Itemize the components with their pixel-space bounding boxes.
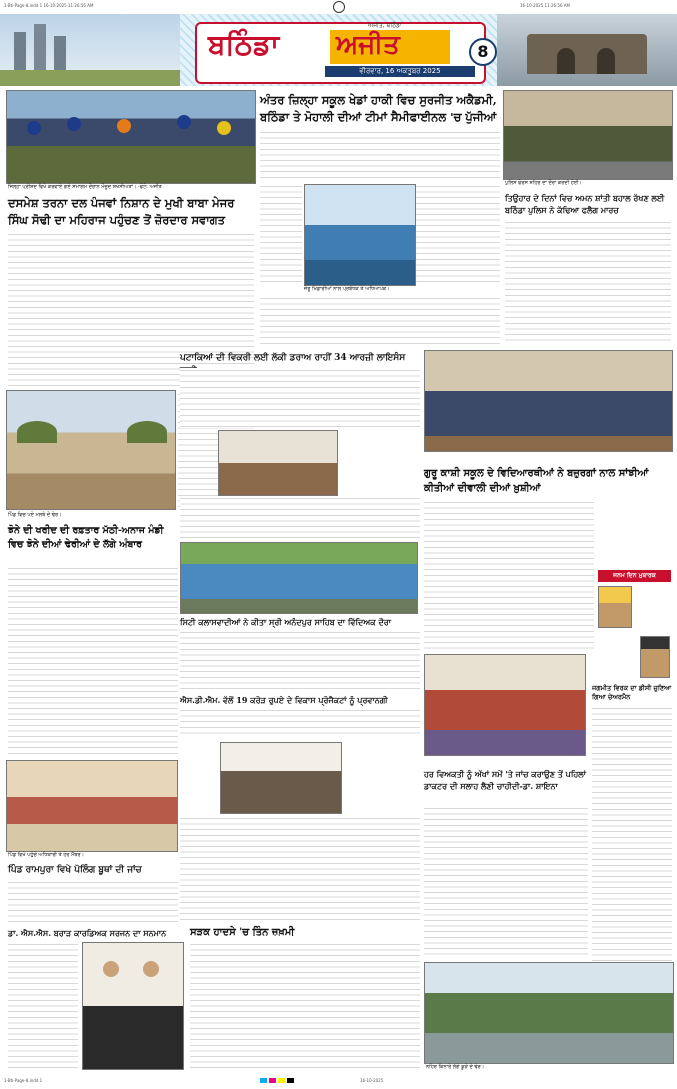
print-info-right: 16-10-2025 xyxy=(360,1078,384,1083)
bottom-print-strip xyxy=(0,1074,677,1089)
article-body xyxy=(180,496,420,540)
masthead-title-city: ਬਠਿੰਡਾ xyxy=(208,28,280,61)
photo-polling xyxy=(6,760,178,852)
article-body xyxy=(260,184,302,284)
photo-guru-kashi xyxy=(424,350,673,452)
photo-caption: ਪੁਲਿਸ ਫੋਰਸ ਸ਼ਹਿਰ ਦਾ ਦੌਰਾ ਕਰਦੀ ਹੋਈ। xyxy=(505,180,582,186)
photo-caption: ਜੇਤੂ ਖਿਡਾਰੀਆਂ ਨਾਲ ਪ੍ਰਬੰਧਕ ਤੇ ਅਧਿਆਪਕ। xyxy=(304,286,390,292)
article-body xyxy=(180,368,420,428)
photo-meeting xyxy=(218,430,338,496)
masthead-small-label: ਅਜੀਤ, ਬਠਿੰਡਾ xyxy=(368,22,402,29)
photo-garbage xyxy=(424,962,674,1064)
page-number: 8 xyxy=(469,38,497,66)
print-info-left: 1-Bti-Page-8.indd 1 xyxy=(4,1078,43,1083)
article-body xyxy=(260,296,500,344)
article-body xyxy=(8,942,78,1068)
photo-birthday-2 xyxy=(640,636,670,678)
article-body xyxy=(260,130,500,182)
photo-hockey-team xyxy=(304,184,416,286)
photo-flag-march xyxy=(503,90,673,180)
article-body xyxy=(416,184,500,284)
headline-crackers: ਪਟਾਕਿਆਂ ਦੀ ਵਿਕਰੀ ਲਈ ਲੱਕੀ ਡਰਾਅ ਰਾਹੀਂ 34 ਆਰਜ਼ੀ ਲਾਇਸੰਸ xyxy=(180,353,406,363)
headline-sdm: ਐਸ.ਡੀ.ਐਮ. ਵੱਲੋਂ 19 ਕਰੋੜ ਰੁਪਏ ਦੇ ਵਿਕਾਸ ਪ੍ਰੋਜੈਕਟਾਂ ਨੂੰ ਪ੍ਰਵਾਨਗੀ xyxy=(180,695,388,705)
print-info-left: 1-Bti-Page-8.indd 1 16-10-2025 11:26:56 AM xyxy=(4,3,94,8)
headline-accident: ਸੜਕ ਹਾਦਸੇ 'ਚ ਤਿੰਨ ਜ਼ਖ਼ਮੀ xyxy=(190,927,295,938)
color-swatches xyxy=(260,1078,296,1084)
photo-caption: ਪਿੰਡ ਵਿਖੇ ਪਹੁੰਚੇ ਅਧਿਕਾਰੀ ਤੇ ਹੋਰ ਮੈਂਬਰ। xyxy=(8,852,84,858)
photo-birthday-1 xyxy=(598,586,632,628)
photo-caption: ਨਹਿਰ ਕਿਨਾਰੇ ਲੱਗੇ ਕੂੜੇ ਦੇ ਢੇਰ। xyxy=(426,1064,485,1070)
article-body xyxy=(8,566,178,756)
masthead-right-photo xyxy=(497,14,677,86)
headline-paddy: ਝੋਨੇ ਦੀ ਖਰੀਦ ਦੀ ਰਫ਼ਤਾਰ ਮੱਠੀ-ਅਨਾਜ ਮੰਡੀ ਵਿਚ ਝੋਨੇ ਦੀਆਂ ਢੇਰੀਆਂ ਦੇ ਲੱਗੇ ਅੰਬਾਰ xyxy=(8,525,164,550)
photo-field xyxy=(6,390,176,510)
photo-doctor-honour xyxy=(82,942,184,1070)
headline-doctor: ਡਾ. ਐਸ.ਐਸ. ਬਰਾੜ ਕਾਰਡਿਅਕ ਸਰਜਨ ਦਾ ਸਨਮਾਨ xyxy=(8,928,167,938)
article-body xyxy=(424,806,588,956)
headline-dasmesh: ਦਸਮੇਸ਼ ਤਰਨਾ ਦਲ ਪੰਜਵਾਂ ਨਿਸ਼ਾਨ ਦੇ ਮੁਖੀ ਬਾਬਾ ਮੇਜਰ ਸਿੰਘ ਸੋਢੀ ਦਾ ਮਹਿਰਾਜ ਪਹੁੰਚਣ ਤੋਂ ਜ਼ੋਰਦਾਰ ਸਵਾਗਤ xyxy=(8,196,235,227)
photo-eye-camp xyxy=(424,654,586,756)
article-body xyxy=(8,880,178,922)
headline-flag-march: ਤਿਉਹਾਰ ਦੇ ਦਿਨਾਂ ਵਿਚ ਅਮਨ ਸ਼ਾਂਤੀ ਬਹਾਲ ਰੱਖਣ ਲਈ ਬਠਿੰਡਾ ਪੁਲਿਸ ਨੇ ਕੱਢਿਆ ਫਲੈਗ ਮਾਰਚ xyxy=(505,193,665,215)
article-body xyxy=(424,500,594,650)
photo-caption: ਜਿਲ੍ਹਾ ਪ੍ਰੀਸ਼ਦ ਵਿਖੇ ਕਰਵਾਏ ਗਏ ਸਮਾਗਮ ਦੌਰਾਨ ਮੌਜੂਦ ਸ਼ਖਸੀਅਤਾਂ। -ਫੋਟੋ: ਅਜੀਤ xyxy=(8,184,162,190)
headline-eye-check: ਹਰ ਵਿਅਕਤੀ ਨੂੰ ਅੱਖਾਂ ਸਮੇਂ 'ਤੇ ਜਾਂਚ ਕਰਾਉਣ ਤੋਂ ਪਹਿਲਾਂ ਡਾਕਟਰ ਦੀ ਸਲਾਹ ਲੈਣੀ ਚਾਹੀਦੀ-ਡਾ. ਸ਼ਾਇਨਾ xyxy=(424,769,586,791)
print-info-right: 16-10-2025 11:26:56 AM xyxy=(520,3,570,8)
photo-students xyxy=(180,542,418,614)
masthead-left-photo xyxy=(0,14,180,86)
headline-anandpur: ਸਿਟੀ ਕਲਾਸਵਾਦੀਆਂ ਨੇ ਕੀਤਾ ਸ੍ਰੀ ਅਨੰਦਪੁਰ ਸਾਹਿਬ ਦਾ ਵਿੱਦਿਅਕ ਦੌਰਾ xyxy=(180,617,391,627)
headline-hockey: ਅੰਤਰ ਜ਼ਿਲ੍ਹਾ ਸਕੂਲ ਖੇਡਾਂ ਹਾਕੀ ਵਿਚ ਸੁਰਜੀਤ ਅਕੈਡਮੀ, ਬਠਿੰਡਾ ਤੇ ਮੋਹਾਲੀ ਦੀਆਂ ਟੀਮਾਂ ਸੈਮੀਫਾਈਨਲ 'ਚ ਪੁੱਜੀਆਂ xyxy=(260,93,497,124)
masthead-date: ਵੀਰਵਾਰ, 16 ਅਕਤੂਬਰ 2025 xyxy=(325,66,475,77)
article-body xyxy=(505,220,671,344)
birthday-label: ਜਨਮ ਦਿਨ ਮੁਬਾਰਕ xyxy=(598,570,671,582)
registration-mark-icon xyxy=(333,1,345,13)
article-body xyxy=(190,942,420,1068)
article-body xyxy=(180,816,420,920)
headline-guru-kashi: ਗੁਰੂ ਕਾਸ਼ੀ ਸਕੂਲ ਦੇ ਵਿਦਿਆਰਥੀਆਂ ਨੇ ਬਜ਼ੁਰਗਾਂ ਨਾਲ ਸਾਂਝੀਆਂ ਕੀਤੀਆਂ ਦੀਵਾਲੀ ਦੀਆਂ ਖ਼ੁਸ਼ੀਆਂ xyxy=(424,468,649,494)
article-body xyxy=(180,708,420,738)
photo-sdm-meeting xyxy=(220,742,342,814)
article-body xyxy=(180,630,420,690)
article-body xyxy=(592,706,672,966)
headline-chairman: ਜਗਮੀਤ ਵਿਰਕ ਦਾ ਡੀਸੀ ਚੁਣਿਆ ਗਿਆ ਚੇਅਰਮੈਨ xyxy=(592,684,672,701)
photo-caption: ਪਿੰਡ ਵਿਚ ਪਏ ਮਲਬੇ ਦੇ ਢੇਰ। xyxy=(8,512,62,518)
masthead-title-paper: ਅਜੀਤ xyxy=(336,30,400,60)
headline-rampura: ਪਿੰਡ ਰਾਮਪੁਰਾ ਵਿਖੇ ਪੋਲਿੰਗ ਬੂਥਾਂ ਦੀ ਜਾਂਚ xyxy=(8,865,142,875)
photo-sikh-gathering xyxy=(6,90,256,184)
